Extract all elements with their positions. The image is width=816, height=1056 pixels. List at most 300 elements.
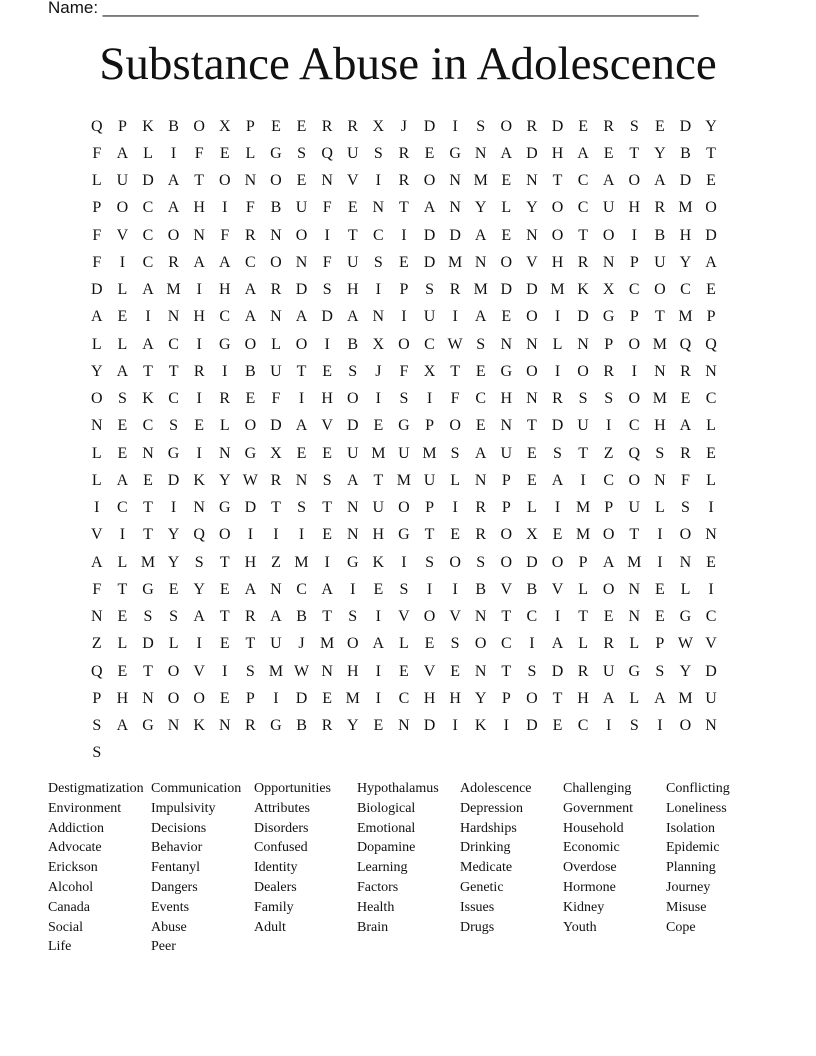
grid-cell: I — [196, 390, 202, 408]
grid-cell: M — [652, 335, 667, 353]
grid-cell: O — [628, 172, 641, 190]
grid-cell: I — [375, 662, 381, 680]
grid-cell: D — [270, 417, 282, 435]
grid-cell: A — [193, 253, 205, 271]
grid-cell: N — [193, 499, 205, 517]
grid-cell: V — [423, 662, 436, 680]
grid-cell: V — [346, 172, 359, 190]
grid-cell: I — [631, 362, 637, 380]
grid-cell: M — [473, 172, 488, 190]
grid-cell: D — [244, 499, 257, 517]
grid-cell: D — [346, 417, 359, 435]
grid-cell: E — [706, 281, 716, 299]
grid-cell: G — [167, 444, 180, 462]
grid-cell: G — [270, 717, 282, 735]
grid-cell: O — [628, 335, 641, 353]
word-list-item: Events — [151, 899, 190, 915]
word-list-item: Dangers — [151, 879, 198, 895]
word-list-item: Disorders — [254, 820, 309, 836]
grid-cell: Y — [167, 526, 180, 544]
grid-cell: G — [398, 526, 410, 544]
grid-cell: R — [449, 281, 461, 299]
grid-cell: U — [654, 253, 666, 271]
grid-cell: X — [372, 117, 385, 135]
grid-cell: H — [244, 553, 257, 571]
grid-cell: E — [706, 172, 716, 190]
grid-cell: S — [629, 117, 639, 135]
grid-cell: F — [92, 580, 102, 598]
grid-cell: J — [298, 635, 305, 653]
grid-cell: I — [119, 526, 126, 544]
grid-cell: D — [295, 281, 308, 299]
grid-cell: T — [296, 362, 307, 380]
grid-cell: A — [244, 308, 257, 326]
grid-cell: N — [474, 662, 487, 680]
grid-cell: E — [654, 117, 665, 135]
word-list-item: Impulsivity — [151, 800, 216, 816]
grid-cell: O — [167, 689, 180, 707]
grid-cell: H — [346, 281, 359, 299]
grid-cell: Q — [91, 117, 103, 135]
grid-cell: V — [526, 253, 538, 271]
word-list-item: Attributes — [254, 800, 310, 816]
grid-cell: D — [423, 226, 436, 244]
grid-cell: Y — [679, 253, 692, 271]
grid-cell: T — [194, 172, 205, 190]
grid-cell: O — [423, 608, 436, 626]
grid-cell: O — [193, 117, 205, 135]
grid-cell: E — [424, 144, 435, 162]
grid-cell: X — [526, 526, 538, 544]
grid-cell: R — [654, 199, 666, 217]
grid-cell: S — [348, 608, 358, 626]
grid-cell: I — [247, 526, 254, 544]
grid-cell: L — [271, 335, 281, 353]
grid-cell: I — [324, 226, 330, 244]
grid-cell: C — [142, 226, 154, 244]
grid-cell: A — [244, 281, 257, 299]
grid-cell: I — [401, 553, 407, 571]
grid-cell: A — [142, 281, 154, 299]
grid-cell: I — [452, 717, 458, 735]
grid-cell: E — [219, 144, 230, 162]
grid-cell: R — [168, 253, 179, 271]
grid-cell: O — [526, 689, 538, 707]
grid-cell: C — [168, 335, 179, 353]
grid-cell: T — [501, 608, 512, 626]
grid-cell: C — [475, 390, 487, 408]
grid-cell: A — [577, 144, 589, 162]
grid-cell: D — [551, 117, 564, 135]
grid-cell: E — [399, 662, 409, 680]
grid-cell: E — [271, 117, 281, 135]
grid-cell: O — [449, 417, 461, 435]
grid-cell: I — [273, 689, 279, 707]
grid-cell: A — [218, 253, 231, 271]
grid-cell: E — [322, 444, 333, 462]
grid-cell: M — [140, 553, 156, 571]
grid-cell: L — [399, 635, 409, 653]
grid-cell: M — [473, 281, 488, 299]
grid-cell: K — [193, 471, 205, 489]
grid-cell: C — [500, 635, 512, 653]
grid-cell: S — [348, 362, 358, 380]
grid-cell: D — [526, 553, 538, 571]
grid-cell: O — [116, 199, 129, 217]
grid-cell: N — [474, 253, 487, 271]
word-list-item: Adult — [254, 919, 286, 935]
grid-cell: N — [654, 471, 666, 489]
grid-cell: M — [652, 390, 667, 408]
grid-cell: I — [554, 608, 561, 626]
grid-cell: V — [116, 226, 129, 244]
grid-cell: S — [578, 390, 588, 408]
word-list-item: Alcohol — [48, 879, 94, 895]
grid-cell: I — [196, 335, 202, 353]
grid-cell: Y — [167, 553, 180, 571]
grid-cell: N — [526, 335, 538, 353]
grid-cell: O — [346, 635, 359, 653]
grid-cell: T — [552, 689, 563, 707]
grid-cell: N — [91, 417, 103, 435]
grid-cell: I — [529, 635, 535, 653]
grid-cell: B — [680, 144, 691, 162]
grid-cell: A — [116, 144, 129, 162]
grid-cell: A — [551, 635, 564, 653]
grid-cell: T — [143, 362, 153, 380]
grid-cell: O — [500, 253, 513, 271]
grid-cell: R — [245, 717, 256, 735]
grid-cell: I — [452, 308, 458, 326]
grid-cell: T — [117, 580, 128, 598]
grid-cell: Z — [603, 444, 614, 462]
word-list-item: Abuse — [151, 919, 187, 935]
grid-cell: O — [193, 689, 205, 707]
word-list-item: Drugs — [460, 919, 495, 935]
grid-cell: E — [296, 117, 307, 135]
grid-cell: N — [474, 471, 487, 489]
grid-cell: K — [577, 281, 589, 299]
grid-cell: R — [398, 144, 410, 162]
word-list-item: Government — [563, 800, 633, 816]
grid-cell: N — [295, 253, 308, 271]
word-list — [48, 779, 769, 957]
grid-cell: O — [398, 499, 410, 517]
grid-cell: U — [628, 499, 641, 517]
grid-cell: E — [475, 417, 486, 435]
grid-cell: Y — [705, 117, 717, 135]
grid-cell: K — [372, 553, 385, 571]
grid-cell: E — [117, 308, 128, 326]
grid-cell: Q — [628, 444, 641, 462]
grid-cell: S — [399, 580, 409, 598]
grid-cell: F — [220, 226, 230, 244]
grid-cell: A — [321, 580, 333, 598]
grid-cell: N — [628, 580, 641, 598]
grid-cell: R — [680, 444, 691, 462]
grid-cell: F — [194, 144, 204, 162]
grid-cell: I — [375, 172, 381, 190]
grid-cell: H — [551, 144, 564, 162]
word-list-item: Drinking — [460, 840, 511, 856]
grid-cell: H — [116, 689, 129, 707]
grid-cell: A — [705, 253, 717, 271]
word-list-item: Life — [48, 939, 72, 955]
grid-cell: S — [92, 717, 102, 735]
grid-cell: B — [475, 580, 487, 598]
grid-cell: C — [296, 580, 307, 598]
grid-cell: K — [142, 117, 154, 135]
grid-cell: T — [424, 526, 435, 544]
grid-cell: G — [449, 144, 461, 162]
grid-cell: P — [629, 253, 639, 271]
grid-cell: K — [474, 717, 487, 735]
grid-cell: O — [551, 553, 564, 571]
grid-cell: S — [373, 144, 383, 162]
grid-cell: L — [629, 635, 640, 653]
word-list-item: Misuse — [666, 899, 707, 915]
word-list-item: Peer — [151, 939, 176, 955]
grid-cell: T — [578, 226, 588, 244]
grid-cell: T — [322, 499, 333, 517]
word-list-item: Behavior — [151, 840, 203, 856]
grid-cell: B — [168, 117, 179, 135]
grid-cell: W — [677, 635, 693, 653]
grid-cell: S — [450, 444, 460, 462]
grid-cell: D — [679, 172, 692, 190]
grid-cell: S — [297, 499, 306, 517]
word-list-item: Family — [254, 899, 294, 915]
grid-cell: D — [526, 144, 538, 162]
grid-cell: I — [452, 117, 458, 135]
grid-cell: P — [117, 117, 127, 135]
grid-cell: L — [527, 499, 537, 517]
word-list-item: Hardships — [460, 820, 517, 836]
grid-cell: B — [526, 580, 538, 598]
word-list-item: Learning — [357, 860, 408, 876]
grid-cell: O — [628, 471, 641, 489]
grid-cell: J — [400, 117, 408, 135]
grid-cell: C — [142, 253, 154, 271]
grid-cell: G — [142, 717, 154, 735]
grid-cell: N — [705, 717, 717, 735]
grid-cell: I — [401, 226, 407, 244]
grid-cell: X — [372, 335, 385, 353]
grid-cell: A — [423, 199, 436, 217]
grid-cell: C — [628, 417, 640, 435]
grid-cell: S — [553, 444, 562, 462]
word-list-item: Isolation — [666, 820, 715, 836]
grid-cell: S — [169, 417, 179, 435]
grid-cell: N — [602, 253, 615, 271]
grid-cell: I — [708, 499, 714, 517]
word-list-item: Decisions — [151, 820, 207, 836]
grid-cell: A — [116, 471, 129, 489]
grid-cell: O — [628, 390, 641, 408]
grid-cell: S — [117, 390, 127, 408]
grid-cell: E — [527, 444, 537, 462]
grid-cell: I — [298, 526, 305, 544]
word-list-item: Journey — [666, 879, 711, 895]
grid-cell: O — [244, 417, 257, 435]
word-list-item: Economic — [563, 840, 620, 856]
name-field-label: Name: _______________________________________________________________ — [48, 0, 699, 17]
grid-cell: P — [245, 117, 255, 135]
grid-cell: L — [706, 417, 716, 435]
grid-cell: A — [167, 199, 180, 217]
grid-cell: A — [654, 172, 666, 190]
grid-cell: D — [142, 172, 154, 190]
grid-cell: H — [193, 199, 205, 217]
grid-cell: Q — [679, 335, 692, 353]
grid-cell: U — [398, 444, 410, 462]
grid-cell: P — [655, 635, 665, 653]
grid-cell: E — [552, 717, 563, 735]
word-list-item: Confused — [254, 840, 308, 856]
grid-cell: C — [117, 499, 128, 517]
grid-cell: A — [474, 308, 487, 326]
grid-cell: E — [219, 689, 230, 707]
grid-cell: V — [449, 608, 461, 626]
grid-cell: C — [245, 253, 256, 271]
grid-cell: T — [219, 608, 230, 626]
grid-cell: I — [452, 499, 458, 517]
grid-cell: I — [606, 717, 612, 735]
grid-cell: O — [270, 253, 282, 271]
word-list-item: Environment — [48, 800, 122, 816]
word-list-item: Addiction — [48, 820, 104, 836]
grid-cell: V — [321, 417, 333, 435]
grid-cell: B — [270, 199, 282, 217]
grid-cell: E — [450, 526, 460, 544]
grid-cell: I — [350, 580, 356, 598]
grid-cell: P — [629, 308, 639, 326]
grid-cell: Z — [91, 635, 102, 653]
word-list-item: Communication — [151, 781, 242, 796]
grid-cell: M — [396, 471, 412, 489]
grid-cell: P — [501, 499, 511, 517]
word-list-item: Dopamine — [357, 840, 416, 856]
grid-cell: E — [578, 117, 588, 135]
word-list-item: Factors — [357, 879, 399, 895]
grid-cell: E — [296, 444, 307, 462]
grid-cell: B — [654, 226, 666, 244]
grid-cell: L — [117, 281, 128, 299]
grid-cell: I — [554, 499, 561, 517]
grid-cell: N — [167, 308, 180, 326]
grid-cell: L — [629, 689, 640, 707]
grid-cell: T — [578, 444, 588, 462]
word-list-item: Social — [48, 919, 83, 935]
grid-cell: G — [346, 553, 359, 571]
grid-cell: O — [577, 362, 589, 380]
grid-cell: Y — [474, 689, 487, 707]
grid-cell: B — [245, 362, 256, 380]
grid-cell: S — [194, 553, 204, 571]
grid-cell: I — [708, 580, 714, 598]
grid-cell: T — [347, 226, 358, 244]
grid-cell: L — [91, 335, 102, 353]
grid-cell: I — [580, 471, 586, 489]
grid-cell: I — [196, 444, 202, 462]
grid-cell: C — [219, 308, 231, 326]
grid-cell: M — [166, 281, 181, 299]
grid-cell: D — [295, 689, 308, 707]
grid-cell: H — [551, 253, 564, 271]
grid-cell: O — [526, 308, 538, 326]
grid-cell: I — [196, 281, 202, 299]
grid-cell: I — [170, 499, 177, 517]
grid-cell: O — [654, 281, 666, 299]
word-list-item: Adolescence — [460, 781, 532, 796]
grid-cell: E — [373, 417, 384, 435]
grid-cell: M — [627, 553, 642, 571]
grid-cell: E — [501, 172, 512, 190]
grid-cell: U — [295, 199, 308, 217]
grid-cell: N — [142, 689, 154, 707]
word-list-item: Biological — [357, 800, 416, 816]
grid-cell: N — [526, 390, 538, 408]
grid-cell: T — [706, 144, 716, 162]
grid-cell: I — [273, 526, 279, 544]
grid-cell: F — [92, 253, 102, 271]
grid-cell: G — [679, 608, 692, 626]
grid-cell: N — [321, 172, 333, 190]
grid-cell: L — [680, 580, 691, 598]
grid-cell: H — [423, 689, 436, 707]
grid-cell: M — [678, 689, 693, 707]
word-list-item: Loneliness — [666, 800, 727, 816]
grid-cell: U — [346, 144, 359, 162]
grid-cell: N — [270, 580, 282, 598]
grid-cell: F — [92, 144, 102, 162]
word-list-item: Kidney — [563, 899, 605, 915]
grid-cell: M — [294, 553, 309, 571]
grid-cell: T — [373, 471, 384, 489]
grid-cell: A — [551, 471, 564, 489]
grid-cell: T — [245, 635, 256, 653]
grid-cell: M — [371, 444, 386, 462]
grid-cell: S — [681, 499, 690, 517]
grid-cell: P — [501, 689, 511, 707]
grid-cell: I — [554, 362, 561, 380]
grid-cell: I — [119, 253, 126, 271]
grid-cell: R — [347, 117, 359, 135]
grid-cell: S — [450, 635, 460, 653]
grid-cell: L — [117, 635, 128, 653]
grid-cell: D — [449, 226, 461, 244]
grid-cell: T — [552, 172, 563, 190]
grid-cell: P — [604, 499, 614, 517]
grid-cell: A — [602, 689, 615, 707]
grid-cell: D — [423, 717, 436, 735]
grid-cell: S — [92, 744, 102, 762]
grid-cell: R — [270, 281, 282, 299]
grid-cell: E — [117, 417, 128, 435]
grid-cell: I — [222, 362, 228, 380]
word-list-item: Destigmatization — [48, 781, 144, 796]
grid-cell: L — [706, 471, 716, 489]
grid-cell: C — [628, 281, 640, 299]
grid-cell: D — [551, 662, 564, 680]
grid-cell: L — [552, 335, 563, 353]
grid-cell: R — [577, 253, 589, 271]
grid-cell: N — [449, 199, 461, 217]
grid-cell: G — [244, 444, 257, 462]
grid-cell: A — [474, 226, 487, 244]
grid-cell: E — [654, 580, 665, 598]
grid-cell: O — [167, 662, 180, 680]
